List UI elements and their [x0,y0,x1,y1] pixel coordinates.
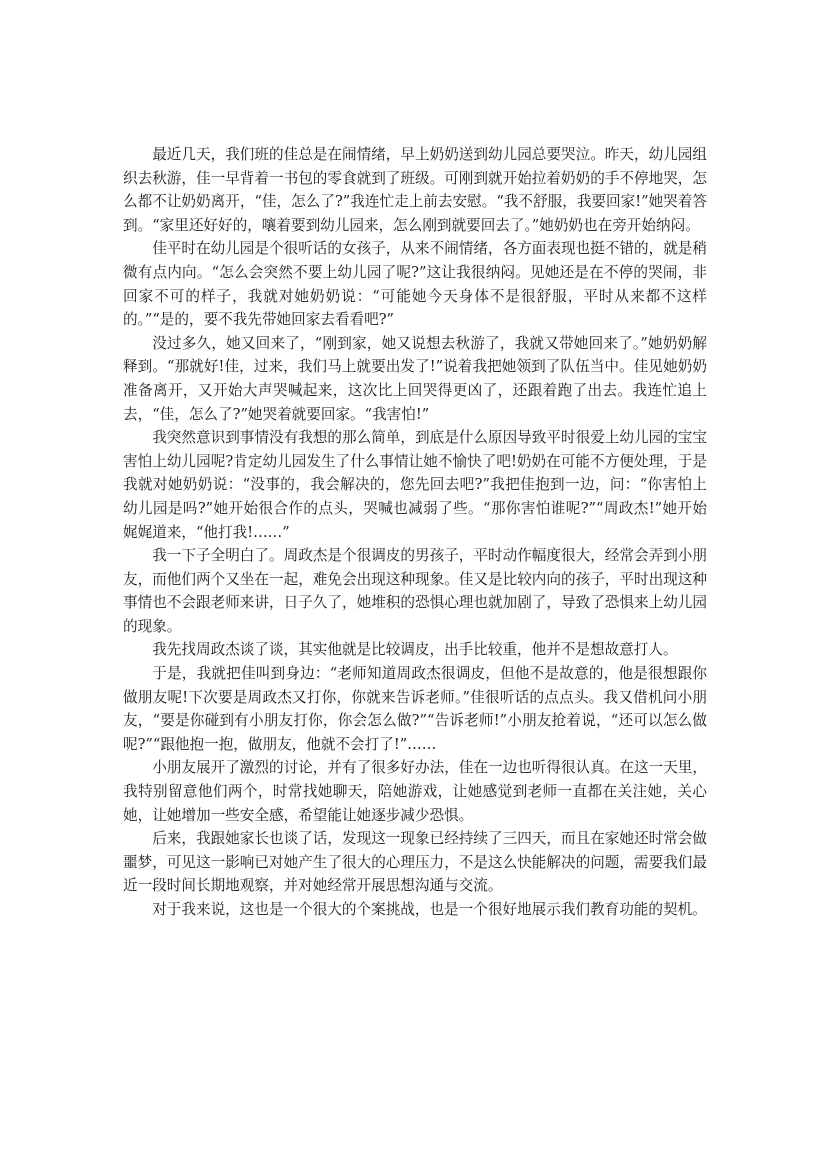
paragraph-6: 我先找周政杰谈了谈，其实他就是比较调皮，出手比较重，他并不是想故意打人。 [152,641,678,659]
paragraph-5: 我一下子全明白了。周政杰是个很调皮的男孩子，平时动作幅度很大，经常会弄到小朋友，而他们两个又坐在一起，难免会出现这种现象。佳又是比较内向的孩子，平时出现这种事情也不会跟老师来讲，日子久了，她堆积的恐惧心理也就加剧了，导致了恐惧来上幼儿园的现象。 [123,547,707,635]
paragraph-2: 佳平时在幼儿园是个很听话的女孩子，从来不闹情绪，各方面表现也挺不错的，就是稍微有点内向。“怎么会突然不要上幼儿园了呢?”这让我很纳闷。见她还是在不停的哭闹，非回家不可的样子，我就对她奶奶说：“可能她今天身体不是很舒服，平时从来都不这样的。”“是的，要不我先带她回家去看看吧?” [123,240,707,329]
document-page [123,143,707,922]
paragraph-3: 没过多久，她又回来了，“刚到家，她又说想去秋游了，我就又带她回来了。”她奶奶解释到。“那就好!佳，过来，我们马上就要出发了!”说着我把她领到了队伍当中。佳见她奶奶准备离开，又开始大声哭喊起来，这次比上回哭得更凶了，还跟着跑了出去。我连忙追上去，“佳，怎么了?”她哭着就要回家。“我害怕!” [123,334,707,423]
paragraph-7: 于是，我就把佳叫到身边：“老师知道周政杰很调皮，但他不是故意的，他是很想跟你做朋友呢!下次要是周政杰又打你，你就来告诉老师。”佳很听话的点点头。我又借机问小朋友，“要是你碰到有小朋友打你，你会怎么做?”“告诉老师!”小朋友抢着说，“还可以怎么做呢?”“跟他抱一抱，做朋友，他就不会打了!”…… [123,665,707,753]
paragraph-8: 小朋友展开了激烈的讨论，并有了很多好办法，佳在一边也听得很认真。在这一天里，我特别留意他们两个，时常找她聊天，陪她游戏，让她感觉到老师一直都在关注她，关心她，让她增加一些安全感，希望能让她逐步减少恐惧。 [123,759,707,824]
paragraph-9: 后来，我跟她家长也谈了话，发现这一现象已经持续了三四天，而且在家她还时常会做噩梦，可见这一影响已对她产生了很大的心理压力，不是这么快能解决的问题，需要我们最近一段时间长期地观察，并对她经常开展思想沟通与交流。 [123,830,707,895]
paragraph-10: 对于我来说，这也是一个很大的个案挑战，也是一个很好地展示我们教育功能的契机。 [152,901,707,918]
paragraph-4: 我突然意识到事情没有我想的那么简单，到底是什么原因导致平时很爱上幼儿园的宝宝害怕上幼儿园呢?肯定幼儿园发生了什么事情让她不愉快了吧!奶奶在可能不方便处理，于是我就对她奶奶说：“没事的，我会解决的，您先回去吧?”我把佳抱到一边，问：“你害怕上幼儿园是吗?”她开始很合作的点头，哭喊也减弱了些。“那你害怕谁呢?”“周政杰!”她开始娓娓道来，“他打我!……” [123,429,707,541]
paragraph-1: 最近几天，我们班的佳总是在闹情绪，早上奶奶送到幼儿园总要哭泣。昨天，幼儿园组织去秋游，佳一早背着一书包的零食就到了班级。可刚到就开始拉着奶奶的手不停地哭，怎么都不让奶奶离开，“佳，怎么了?”我连忙走上前去安慰。“我不舒服，我要回家!”她哭着答到。“家里还好好的，嚷着要到幼儿园来，怎么刚到就要回去了。”她奶奶也在旁开始纳闷。 [123,146,707,234]
